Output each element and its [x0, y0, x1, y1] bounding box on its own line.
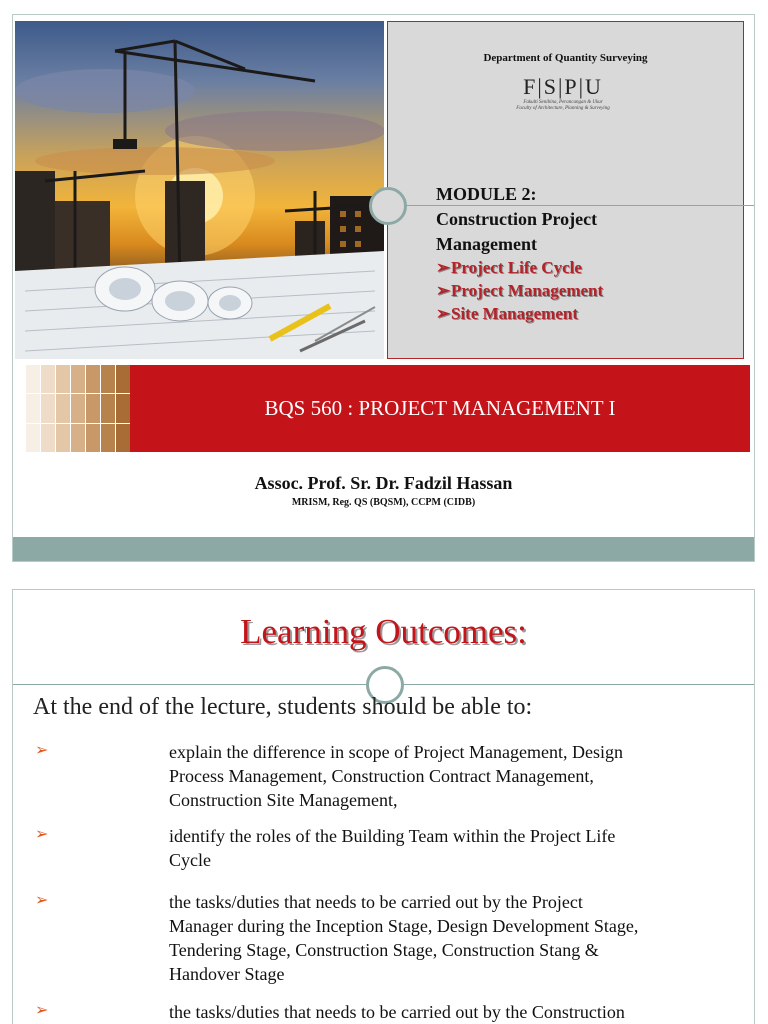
topic-item	[436, 279, 603, 302]
course-title-bar	[130, 365, 750, 452]
outcome-text	[169, 824, 744, 872]
module-number: MODULE 2:	[436, 184, 537, 204]
color-swatch	[41, 394, 55, 422]
arrow-bullet-icon: ➢	[436, 281, 451, 300]
module-topics-list	[436, 256, 603, 325]
color-swatch	[26, 424, 40, 452]
module-heading	[436, 182, 736, 257]
outcome-line: identify the roles of the Building Team within the Project Life	[169, 826, 616, 846]
color-swatch	[71, 394, 85, 422]
logo-subtitle-english: Faculty of Architecture, Planning & Surveying	[516, 106, 610, 111]
color-swatch	[86, 424, 100, 452]
outcome-line: Tendering Stage, Construction Stage, Construction Stang &	[169, 940, 599, 960]
decorative-line	[405, 205, 755, 206]
module-title-line-2: Management	[436, 234, 537, 254]
author-credentials: MRISM, Reg. QS (BQSM), CCPM (CIDB)	[291, 497, 476, 508]
color-swatch	[86, 394, 100, 422]
topic-label: Site Management	[451, 304, 579, 323]
color-swatch	[26, 394, 40, 422]
logo-mark: F|S|P|U	[523, 74, 603, 99]
department-name: Department of Quantity Surveying	[483, 52, 648, 64]
outcome-line: Cycle	[169, 850, 211, 870]
learning-outcomes-slide	[12, 589, 755, 1024]
title-slide	[12, 14, 755, 562]
construction-scene-illustration	[15, 21, 384, 359]
module-info-panel	[387, 21, 744, 359]
arrow-bullet-icon: ➢	[35, 892, 49, 909]
color-swatch	[116, 394, 130, 422]
outcome-line: Manager during the Inception Stage, Design Development Stage,	[169, 916, 639, 936]
outcome-line: Process Management, Construction Contract Management,	[169, 766, 594, 786]
arrow-bullet-icon: ➢	[35, 826, 49, 843]
color-swatch-grid	[26, 365, 130, 452]
outcome-line: Handover Stage	[169, 964, 285, 984]
arrow-bullet-icon: ➢	[436, 304, 451, 323]
color-swatch	[116, 365, 130, 393]
color-swatch	[71, 424, 85, 452]
logo-subtitle-malay: Fakulti Senibina, Perancangan & Ukur	[523, 100, 603, 105]
arrow-bullet-icon: ➢	[35, 1002, 49, 1019]
author-name: Assoc. Prof. Sr. Dr. Fadzil Hassan	[254, 473, 513, 493]
color-swatch	[56, 394, 70, 422]
color-swatch	[71, 365, 85, 393]
color-swatch	[101, 424, 115, 452]
color-swatch	[26, 365, 40, 393]
topic-item	[436, 302, 603, 325]
construction-photo	[15, 21, 384, 359]
color-swatch	[101, 394, 115, 422]
color-swatch	[86, 365, 100, 393]
outcome-text	[169, 740, 744, 812]
slide-title: Learning Outcomes:	[240, 612, 527, 651]
color-swatch	[56, 424, 70, 452]
outcome-line: explain the difference in scope of Project Management, Design	[169, 742, 624, 762]
footer-band	[13, 537, 754, 562]
color-swatch	[116, 424, 130, 452]
color-swatch	[101, 365, 115, 393]
topic-label: Project Management	[451, 281, 604, 300]
decorative-ring-icon	[369, 187, 407, 225]
course-title-band	[26, 365, 750, 452]
topic-label: Project Life Cycle	[451, 258, 582, 277]
arrow-bullet-icon: ➢	[436, 258, 451, 277]
outcome-line: the tasks/duties that needs to be carried out by the Construction	[169, 1002, 625, 1022]
color-swatch	[41, 365, 55, 393]
module-title-line-1: Construction Project	[436, 209, 598, 229]
topic-item	[436, 256, 603, 279]
arrow-bullet-icon: ➢	[35, 742, 49, 759]
fspu-logo	[508, 74, 618, 112]
outcome-text	[169, 1000, 744, 1024]
outcome-line: Construction Site Management,	[169, 790, 398, 810]
color-swatch	[56, 365, 70, 393]
course-title: BQS 560 : PROJECT MANAGEMENT I	[264, 396, 616, 420]
outcome-line: the tasks/duties that needs to be carried out by the Project	[169, 892, 583, 912]
outcome-text	[169, 890, 744, 986]
intro-text: At the end of the lecture, students should be able to:	[33, 694, 533, 720]
color-swatch	[41, 424, 55, 452]
